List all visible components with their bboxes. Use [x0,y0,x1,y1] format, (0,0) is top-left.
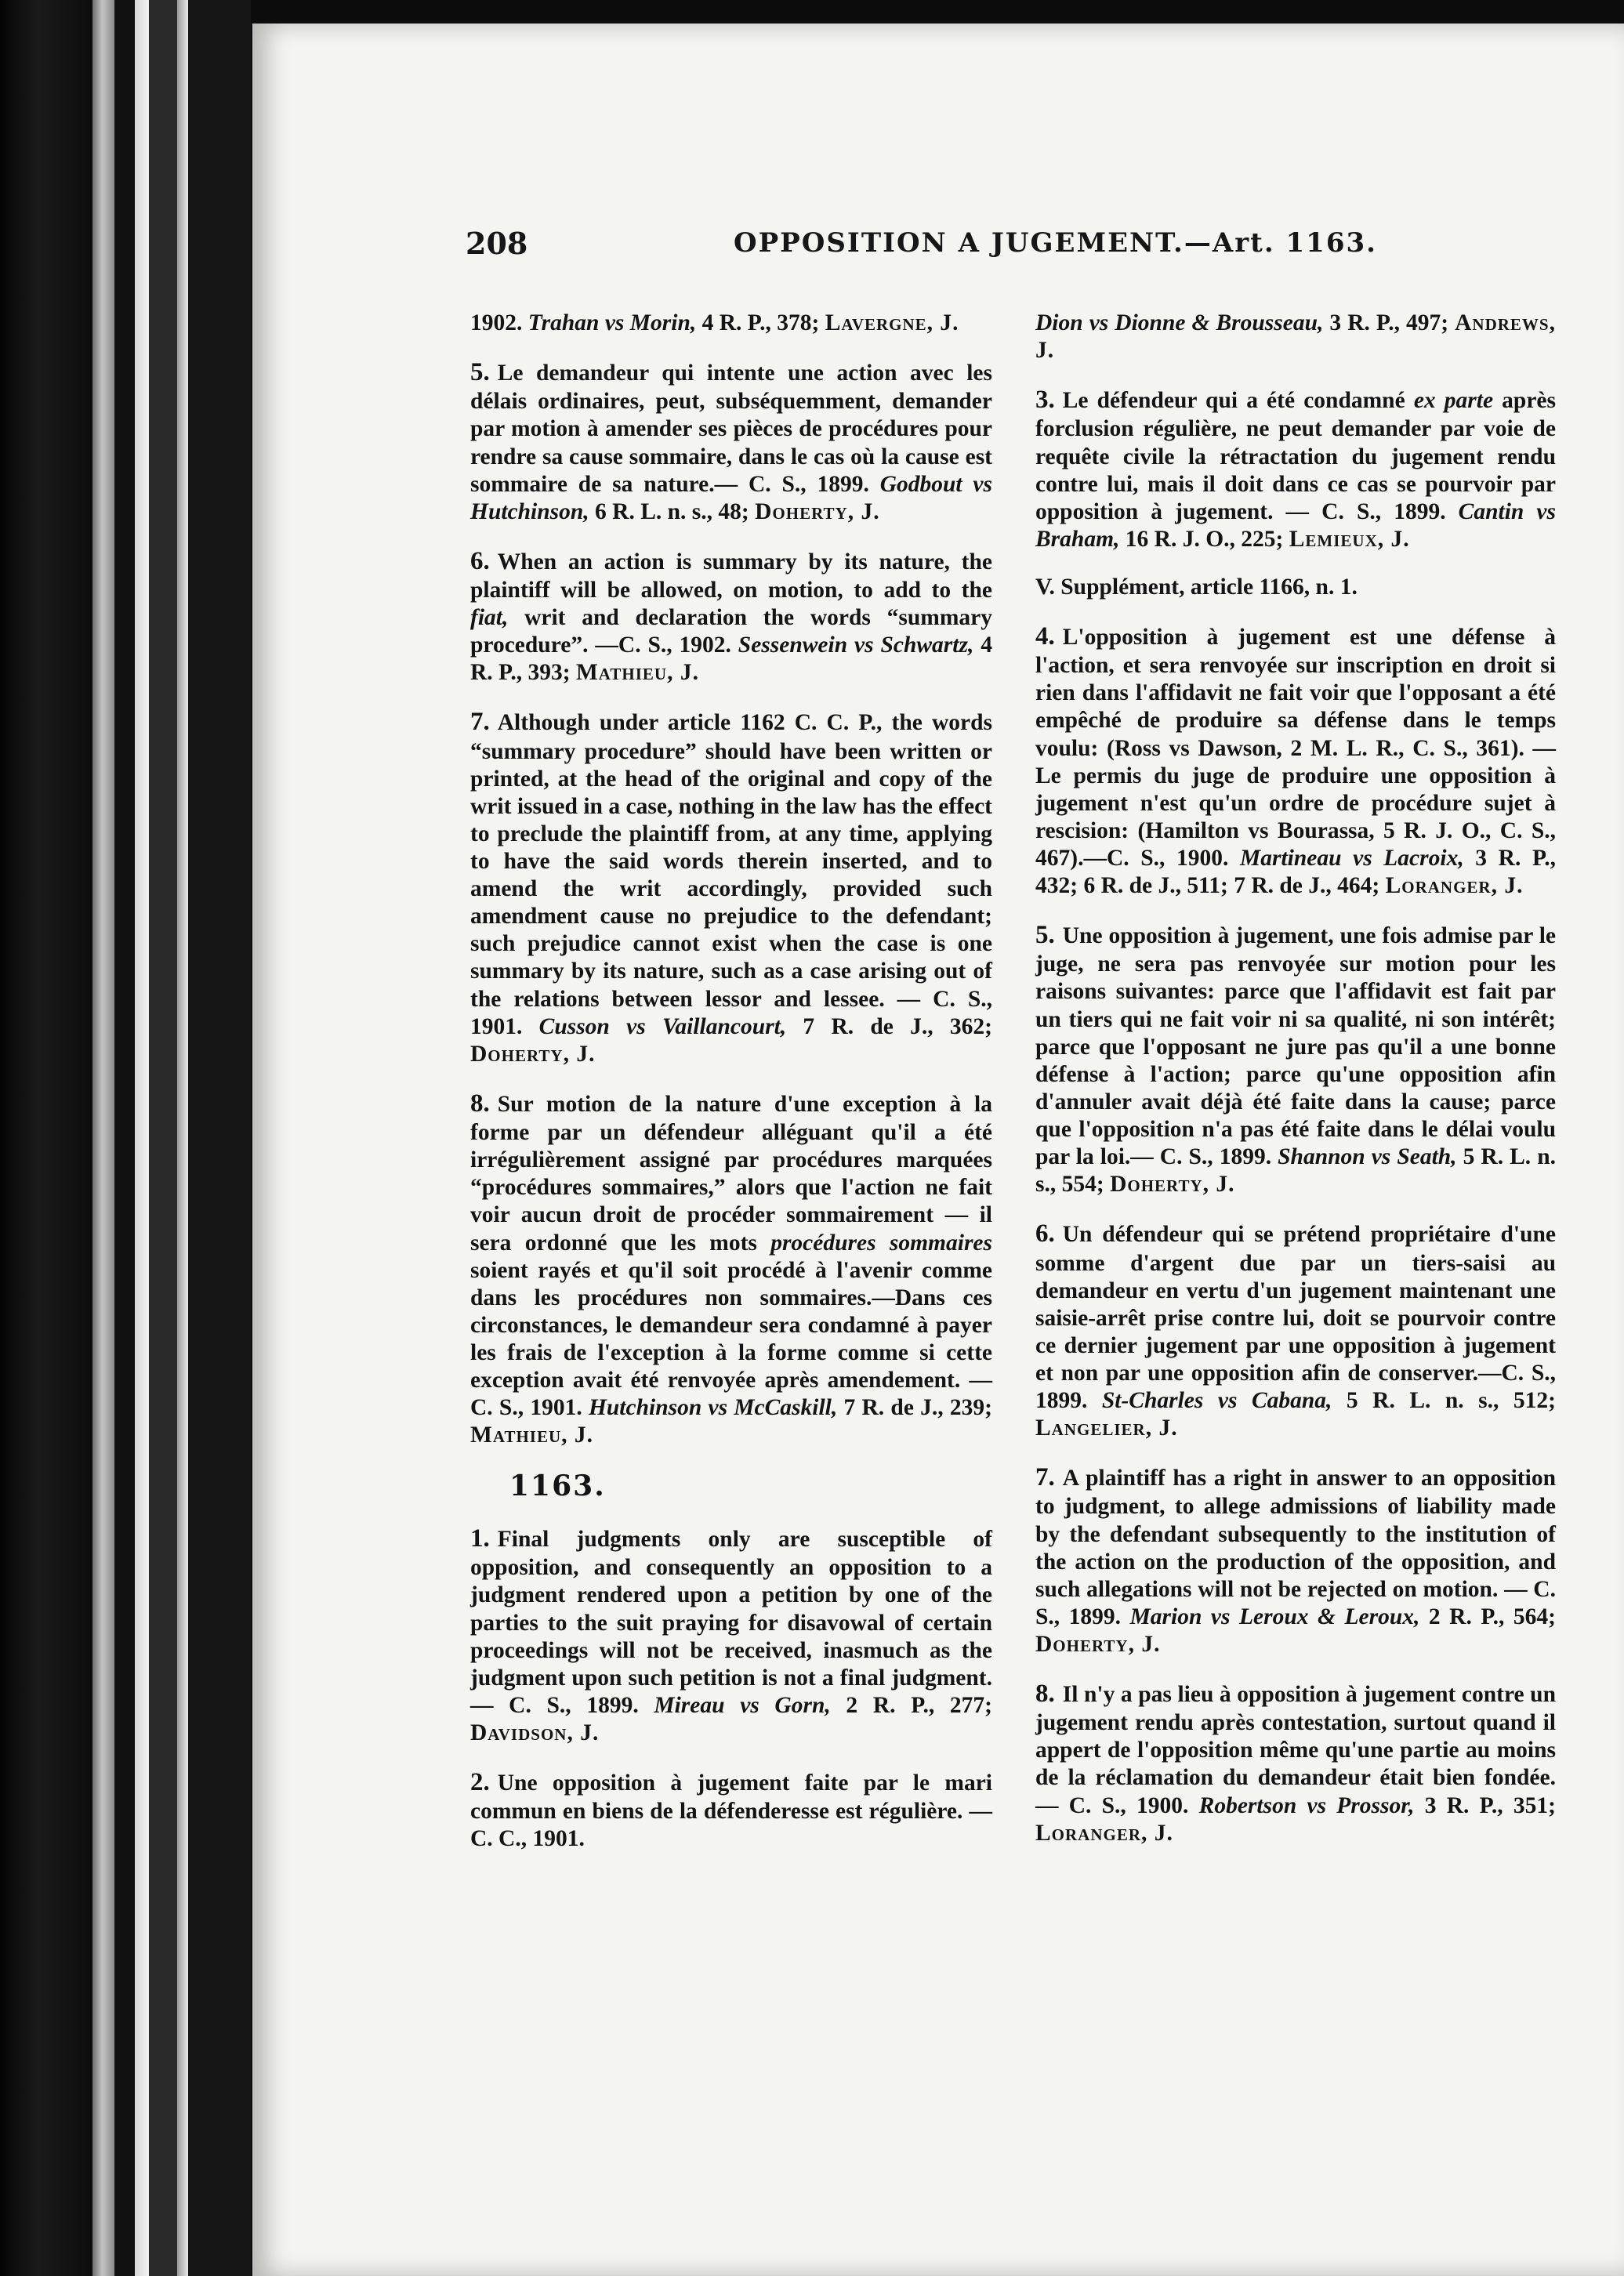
entry-number: 6. [470,546,490,575]
entry-number: 1. [470,1524,490,1553]
running-title: OPPOSITION A JUGEMENT.—Art. 1163. [734,227,1377,259]
cross-reference: V. Supplément, article 1166, n. 1. [1035,574,1358,600]
page-edge-gap [149,0,177,2276]
page-edge-1 [135,0,149,2276]
entry-continuation: 1902. Trahan vs Morin, 4 R. P., 378; Lavergne, J. [470,310,959,335]
right-column [1035,310,1556,1868]
entry-6: 6. When an action is summary by its nature, the plaintiff will be allowed, on motion, to add to the fiat, writ and declaration the words “summary procedure”. —C. S., 1902. Sessenwein vs Schwartz, 4 R. P., 393; Mathieu, J. [470,546,992,686]
article-entry-7: 7. A plaintiff has a right in answer to an opposition to judgment, to allege admissions of liability made by the defendant subsequently to the institution of the action on the production of the opposition, and such allegations will not be rejected on motion. — C. S., 1899. Marion vs Leroux & Leroux, 2 R. P., 564; Doherty, J. [1035,1463,1556,1657]
book-spine-shadow [0,0,92,2276]
entry-number: 8. [470,1089,490,1118]
article-entry-5: 5. Une opposition à jugement, une fois admise par le juge, ne sera pas renvoyée sur motion pour les raisons suivantes: parce que l'affidavit est fait par un tiers qui ne fait voir ni sa qualité, ni son intérêt; parce que l'opposant ne jure pas qu'il a une bonne défense à l'action; parce qu'une opposition afin d'annuler avait déjà été faite dans la cause; parce que l'opposition n'a pas été faite dans le délai voulu par la loi.— C. S., 1899. Shannon vs Seath, 5 R. L. n. s., 554; Doherty, J. [1035,921,1556,1198]
page-number: 208 [466,226,528,261]
article-entry-8: 8. Il n'y a pas lieu à opposition à jugement contre un jugement rendu après contestation, surtout quand il appert de l'opposition même qu'une partie au moins de la réclamation du demandeur était bien fondée. — C. S., 1900. Robertson vs Prossor, 3 R. P., 351; Loranger, J. [1035,1679,1556,1846]
gutter-shadow [188,0,251,2276]
article-entry-4: 4. L'opposition à jugement est une défense à l'action, et sera renvoyée sur inscription en droit si rien dans l'affidavit ne fait voir que l'opposant a été empêché de produire sa défense dans le temps voulu: (Ross vs Dawson, 2 M. L. R., C. S., 361). — Le permis du juge de produire une opposition à jugement n'est qu'un ordre de procédure sujet à rescision: (Hamilton vs Bourassa, 5 R. J. O., C. S., 467).—C. S., 1900. Martineau vs Lacroix, 3 R. P., 432; 6 R. de J., 511; 7 R. de J., 464; Loranger, J. [1035,622,1557,899]
page-header [466,226,1555,273]
article-heading: 1163. [509,1470,606,1503]
book-spine-gap [114,0,135,2276]
page-edge-2 [177,0,188,2276]
article-entry-1: 1. Final judgments only are susceptible of opposition, and consequently an opposition to a judgment rendered upon a petition by one of the parties to the suit praying for disavowal of certain proceedings will not be received, inasmuch as the judgment upon such petition is not a final judgment. — C. S., 1899. Mireau vs Gorn, 2 R. P., 277; Davidson, J. [470,1524,992,1745]
entry-8: 8. Sur motion de la nature d'une exception à la forme par un défendeur alléguant qu'il a été irrégulièrement assigné par procédures marquées “procédures sommaires,” alors que l'action ne fait voir aucun droit de procéder sommairement — il sera ordonné que les mots procédures sommaires soient rayés et qu'il soit procédé à l'avenir comme dans les procédures non sommaires.—Dans ces circonstances, le demandeur sera condamné à payer les frais de l'exception à la forme comme si cette exception avait été renvoyée après amendement. — C. S., 1901. Hutchinson vs McCaskill, 7 R. de J., 239; Mathieu, J. [470,1089,992,1448]
entry-number: 2. [470,1768,490,1796]
left-column [470,310,992,1873]
entry-number: 4. [1035,622,1055,651]
entry-number: 7. [1035,1463,1055,1492]
entry-number: 8. [1035,1679,1055,1708]
entry-7: 7. Although under article 1162 C. C. P., the words “summary procedure” should have been written or printed, at the head of the original and copy of the writ issued in a case, nothing in the law has the effect to preclude the plaintiff from, at any time, applying to have the said words therein inserted, and to amend the writ accordingly, provided such amendment cause no prejudice to the defendant; such prejudice cannot exist when the case is one summary by its nature, such as a case arising out of the relations between lessor and lessee. — C. S., 1901. Cusson vs Vaillancourt, 7 R. de J., 362; Doherty, J. [470,708,992,1067]
article-entry-2: 2. Une opposition à jugement faite par le mari commun en biens de la défenderesse est régulière. — C. C., 1901. [470,1768,992,1852]
entry-5: 5. Le demandeur qui intente une action avec les délais ordinaires, peut, subséquemment, demander par motion à amender ses pièces de procédures pour rendre sa cause sommaire, dans le cas où la cause est sommaire de sa nature.— C. S., 1899. Godbout vs Hutchinson, 6 R. L. n. s., 48; Doherty, J. [470,358,993,524]
article-entry-6: 6. Un défendeur qui se prétend propriétaire d'une somme d'argent due par un tiers-saisi au demandeur en vertu d'un jugement maintenant une saisie-arrêt prise contre lui, doit se pourvoir contre ce dernier jugement par une opposition à jugement et non par une opposition afin de conserver.—C. S., 1899. St-Charles vs Cabana, 5 R. L. n. s., 512; Langelier, J. [1035,1220,1556,1441]
entry-continuation: Dion vs Dionne & Brousseau, 3 R. P., 497; Andrews, J. [1035,310,1556,364]
scanned-page [252,24,1624,2276]
entry-number: 3. [1035,386,1055,415]
entry-number: 5. [1035,921,1055,950]
entry-number: 7. [470,708,490,737]
book-spine-edge [92,0,114,2276]
article-entry-3: 3. Le défendeur qui a été condamné ex parte après forclusion régulière, ne peut demander par voie de requête civile la rétractation du jugement rendu contre lui, mais il doit dans ce cas se pourvoir par opposition à jugement. — C. S., 1899. Cantin vs Braham, 16 R. J. O., 225; Lemieux, J. [1035,386,1557,552]
entry-number: 6. [1035,1220,1055,1249]
entry-number: 5. [470,358,490,387]
